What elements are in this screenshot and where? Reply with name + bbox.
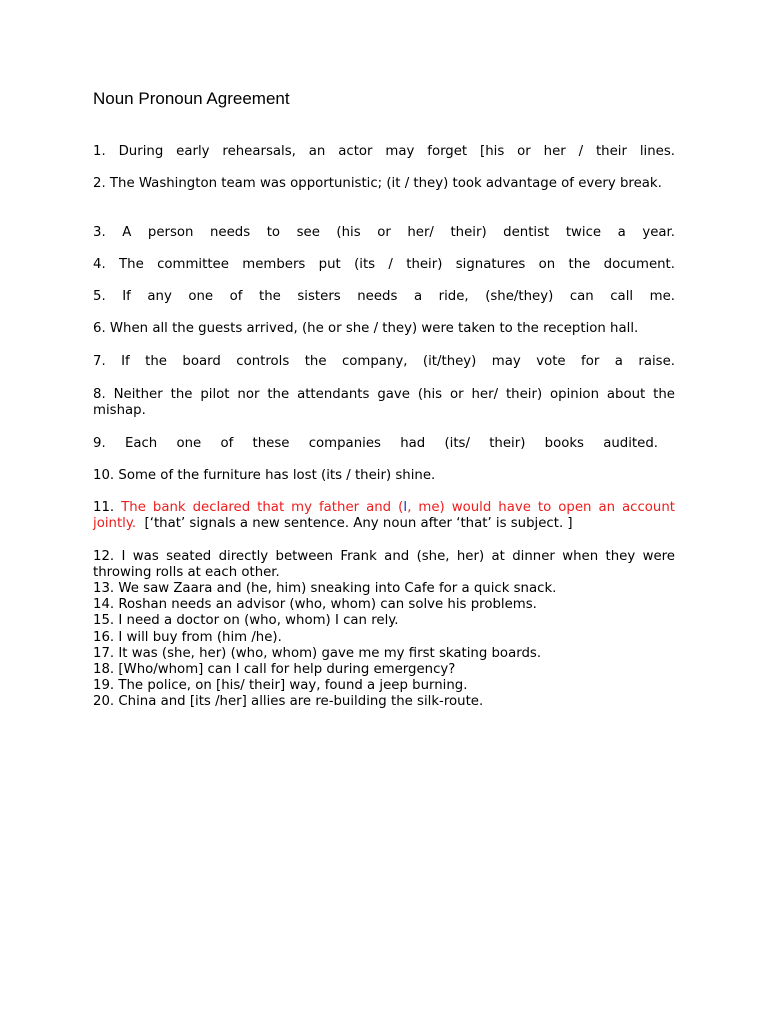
sentence-9: 9. Each one of these companies had (its/ their) books audited.	[93, 436, 658, 451]
sentence-5: 5. If any one of the sisters needs a ride, (she/they) can call me.	[93, 289, 675, 304]
sentence-11-highlight-start: The bank declared that my father and (	[121, 500, 404, 515]
sentence-20: 20. China and [its /her] allies are re-building the silk-route.	[93, 694, 484, 710]
sentence-14: 14. Roshan needs an advisor (who, whom) can solve his problems.	[93, 597, 537, 613]
sentence-18: 18. [Who/whom] can I call for help during emergency?	[93, 662, 456, 678]
sentence-3: 3. A person needs to see (his or her/ their) dentist twice a year.	[93, 225, 675, 240]
sentence-8: 8. Neither the pilot nor the attendants gave (his or her/ their) opinion about the mishap.	[93, 387, 675, 419]
sentence-4: 4. The committee members put (its / their) signatures on the document.	[93, 257, 675, 272]
sentence-16: 16. I will buy from (him /he).	[93, 629, 282, 645]
page-title: Noun Pronoun Agreement	[93, 89, 290, 108]
sentence-11-note: [‘that’ signals a new sentence. Any noun after ‘that’ is subject. ]	[144, 516, 573, 532]
sentence-11-number: 11.	[93, 500, 115, 515]
sentence-6: 6. When all the guests arrived, (he or she / they) were taken to the reception hall.	[93, 321, 639, 336]
sentence-10: 10. Some of the furniture has lost (its / their) shine.	[93, 468, 436, 483]
sentence-17: 17. It was (she, her) (who, whom) gave me my first skating boards.	[93, 645, 542, 661]
sentence-11-highlight-pronoun: I	[403, 500, 408, 515]
sentence-15: 15. I need a doctor on (who, whom) I can rely.	[93, 613, 399, 629]
sentence-12: 12. I was seated directly between Frank and (she, her) at dinner when they were throwing rolls at each other.	[93, 549, 675, 581]
sentence-19: 19. The police, on [his/ their] way, found a jeep burning.	[93, 678, 468, 694]
sentences-13-20	[93, 581, 675, 711]
sentence-2: 2. The Washington team was opportunistic; (it / they) took advantage of every break.	[93, 176, 662, 191]
sentence-7: 7. If the board controls the company, (it/they) may vote for a raise.	[93, 354, 675, 369]
sentence-1: 1. During early rehearsals, an actor may forget [his or her / their lines.	[93, 144, 675, 159]
sentence-11	[93, 500, 675, 532]
sentence-13: 13. We saw Zaara and (he, him) sneaking into Cafe for a quick snack.	[93, 581, 557, 596]
sentence-11-highlight-end: , me) would have to open an account jointly.	[93, 500, 675, 532]
